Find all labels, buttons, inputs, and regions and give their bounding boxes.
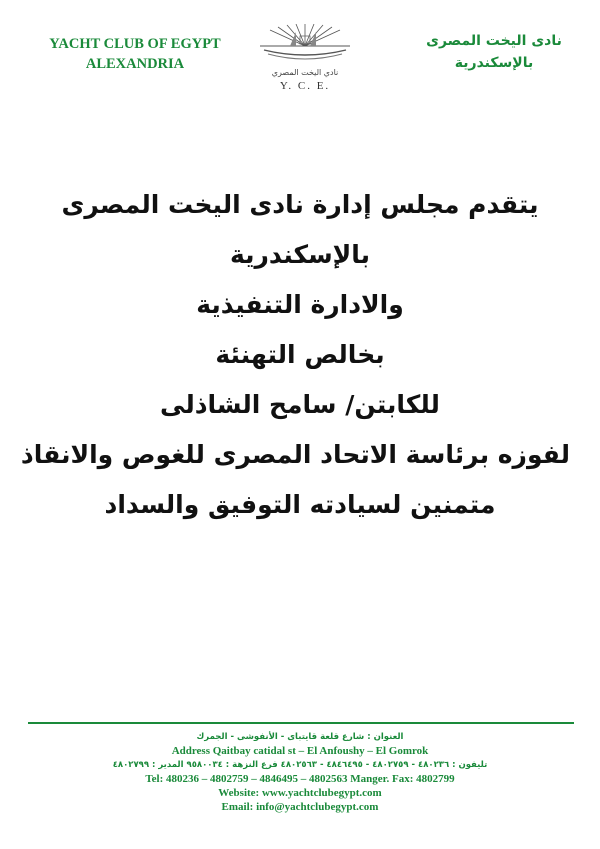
club-name-en: YACHT CLUB OF EGYPT — [49, 36, 221, 52]
footer-phones-ar: تليفون : ٤٨٠٢٣٦ - ٤٨٠٢٧٥٩ - ٤٨٤٦٤٩٥ - ٤٨٠٢٥٦٣ فرع النزهة : ٩٥٨٠٠٣٤ المدير : ٤٨٠٢٧٩٩ — [112, 760, 488, 770]
club-name-ar: نادى اليخت المصرى — [426, 33, 562, 49]
header-english — [30, 34, 240, 74]
yacht-emblem-icon — [250, 24, 360, 68]
club-city-ar: بالإسكندرية — [454, 55, 534, 71]
header-arabic — [414, 30, 574, 74]
logo-abbreviation: Y. C. E. — [279, 80, 331, 92]
message-line: بخالص التهنئة — [215, 340, 385, 369]
message-line: والادارة التنفيذية — [196, 290, 404, 319]
footer-email-link[interactable]: Email: info@yachtclubegypt.com — [221, 801, 379, 813]
footer-address-ar: العنوان : شارع قلعة قايتباى - الأنفوشى - الجمرك — [196, 732, 404, 742]
footer-divider — [28, 722, 574, 724]
footer-contact — [60, 730, 540, 814]
club-city-en: ALEXANDRIA — [85, 56, 185, 72]
message-line: بالإسكندرية — [229, 240, 371, 269]
message-line: يتقدم مجلس إدارة نادى اليخت المصرى — [61, 190, 539, 219]
message-line: متمنين لسيادته التوفيق والسداد — [104, 490, 496, 519]
message-line: للكابتن/ سامح الشاذلى — [160, 390, 440, 419]
footer-website-link[interactable]: Website: www.yachtclubegypt.com — [218, 787, 382, 799]
message-line: لفوزه برئاسة الاتحاد المصرى للغوص والانقاذ — [20, 440, 570, 469]
club-logo — [250, 24, 360, 96]
logo-arabic-name: نادي اليخت المصري — [271, 68, 339, 77]
footer-phones-en: Tel: 480236 – 4802759 – 4846495 – 4802563 Manger. Fax: 4802799 — [145, 773, 455, 785]
congratulation-message — [20, 180, 570, 530]
footer-address-en: Address Qaitbay catidal st – El Anfoushy – El Gomrok — [171, 745, 429, 757]
